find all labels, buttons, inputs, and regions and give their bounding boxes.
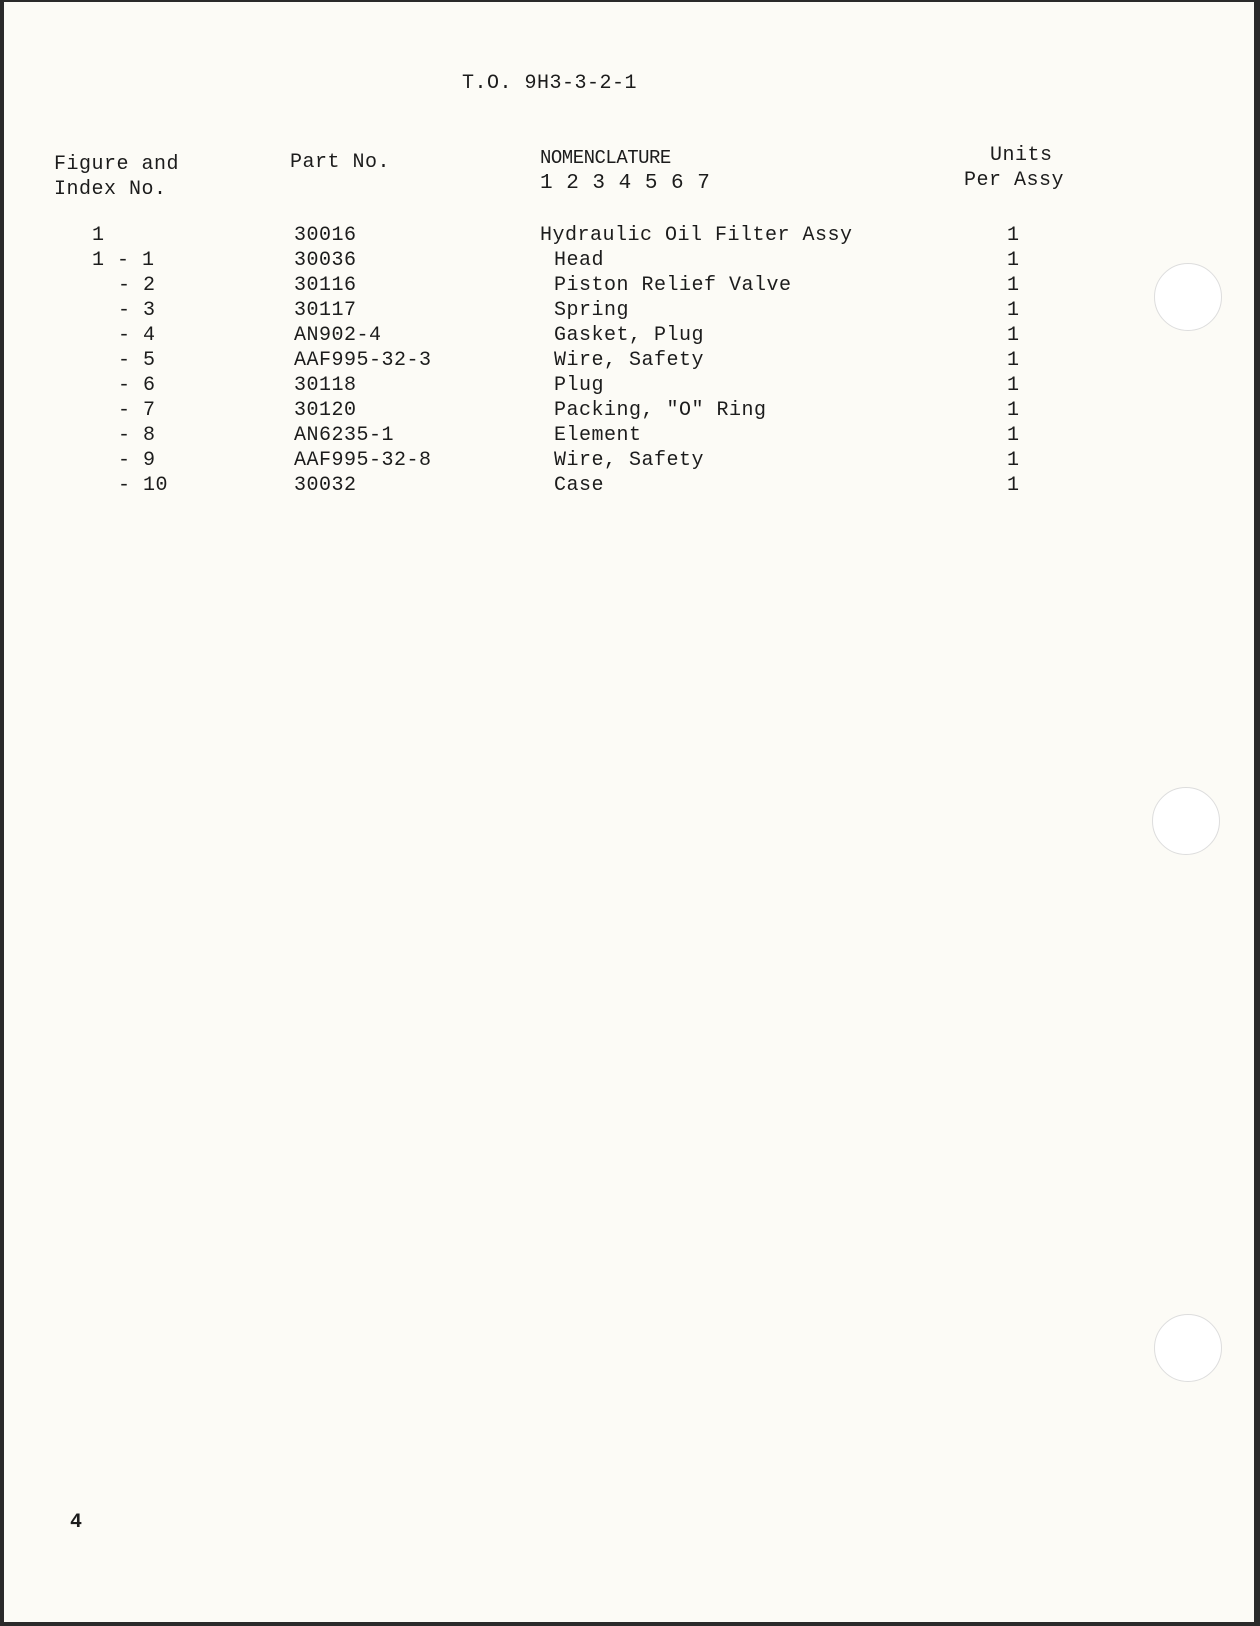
col-header-indent-levels: 1 2 3 4 5 6 7 (540, 172, 711, 195)
units-cell: 1 (1007, 449, 1020, 472)
figure-index-cell: 1 - 1 (92, 249, 155, 272)
nomenclature-cell: Hydraulic Oil Filter Assy (540, 224, 853, 247)
table-row (4, 449, 1254, 474)
part-number-cell: AAF995-32-3 (294, 349, 432, 372)
table-row (4, 399, 1254, 424)
units-cell: 1 (1007, 324, 1020, 347)
table-row (4, 274, 1254, 299)
figure-index-cell: - 6 (118, 374, 156, 397)
table-row (4, 349, 1254, 374)
punch-hole (1154, 1314, 1222, 1382)
table-row (4, 249, 1254, 274)
table-row (4, 374, 1254, 399)
nomenclature-cell: Head (554, 249, 605, 272)
figure-index-cell: - 9 (118, 449, 156, 472)
page-number: 4 (70, 1511, 83, 1534)
part-number-cell: 30032 (294, 474, 357, 497)
doc-number: T.O. 9H3-3-2-1 (462, 72, 638, 95)
nomenclature-cell: Case (554, 474, 605, 497)
table-row (4, 474, 1254, 499)
part-number-cell: AN6235-1 (294, 424, 395, 447)
figure-index-cell: - 10 (118, 474, 169, 497)
units-cell: 1 (1007, 424, 1020, 447)
nomenclature-cell: Plug (554, 374, 605, 397)
nomenclature-cell: Packing, "O" Ring (554, 399, 767, 422)
units-cell: 1 (1007, 399, 1020, 422)
part-number-cell: 30120 (294, 399, 357, 422)
figure-index-cell: - 2 (118, 274, 156, 297)
col-header-nomenclature: NOMENCLATURE (540, 147, 671, 169)
units-cell: 1 (1007, 224, 1020, 247)
part-number-cell: 30116 (294, 274, 357, 297)
table-row (4, 424, 1254, 449)
units-cell: 1 (1007, 299, 1020, 322)
part-number-cell: 30016 (294, 224, 357, 247)
part-number-cell: 30036 (294, 249, 357, 272)
figure-index-cell: - 7 (118, 399, 156, 422)
table-row (4, 224, 1254, 249)
units-cell: 1 (1007, 274, 1020, 297)
col-header-figure-1: Figure and (54, 153, 180, 176)
punch-hole (1152, 787, 1220, 855)
nomenclature-cell: Piston Relief Valve (554, 274, 792, 297)
nomenclature-cell: Element (554, 424, 642, 447)
units-cell: 1 (1007, 374, 1020, 397)
nomenclature-cell: Wire, Safety (554, 449, 705, 472)
part-number-cell: AN902-4 (294, 324, 382, 347)
part-number-cell: 30117 (294, 299, 357, 322)
part-number-cell: 30118 (294, 374, 357, 397)
table-row (4, 299, 1254, 324)
document-page (4, 2, 1254, 1622)
nomenclature-cell: Spring (554, 299, 630, 322)
figure-index-cell: - 3 (118, 299, 156, 322)
part-number-cell: AAF995-32-8 (294, 449, 432, 472)
col-header-figure-2: Index No. (54, 178, 167, 201)
col-header-part-no: Part No. (290, 151, 391, 174)
nomenclature-cell: Gasket, Plug (554, 324, 705, 347)
figure-index-cell: - 4 (118, 324, 156, 347)
figure-index-cell: 1 (92, 224, 105, 247)
units-cell: 1 (1007, 249, 1020, 272)
nomenclature-cell: Wire, Safety (554, 349, 705, 372)
punch-hole (1154, 263, 1222, 331)
col-header-units-2: Per Assy (964, 169, 1065, 192)
col-header-units-1: Units (990, 144, 1053, 167)
figure-index-cell: - 5 (118, 349, 156, 372)
units-cell: 1 (1007, 474, 1020, 497)
figure-index-cell: - 8 (118, 424, 156, 447)
table-row (4, 324, 1254, 349)
units-cell: 1 (1007, 349, 1020, 372)
